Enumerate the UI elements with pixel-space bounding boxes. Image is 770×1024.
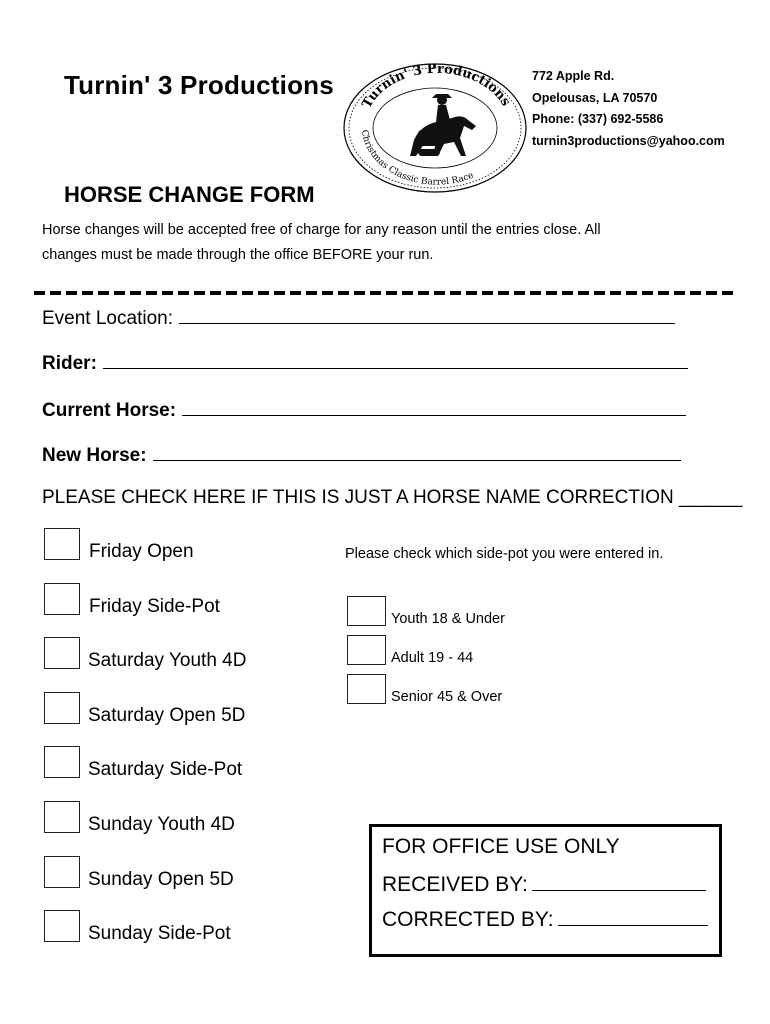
label-friday-open: Friday Open (89, 541, 194, 562)
phone-number: Phone: (337) 692-5586 (532, 112, 664, 126)
checkbox-saturday-side-pot[interactable] (44, 746, 80, 778)
corrected-by-label: CORRECTED BY: (382, 908, 554, 931)
instructions-line-2: changes must be made through the office BEFORE your run. (42, 247, 434, 263)
checkbox-friday-open[interactable] (44, 528, 80, 560)
new-horse-label: New Horse: (42, 445, 147, 466)
street-address: 772 Apple Rd. (532, 69, 615, 83)
received-by-field[interactable] (382, 872, 706, 897)
corrected-by-blank[interactable] (558, 907, 708, 926)
office-use-title: FOR OFFICE USE ONLY (382, 835, 620, 858)
label-adult-19-44: Adult 19 - 44 (391, 650, 474, 666)
company-name: Turnin' 3 Productions (64, 70, 334, 100)
email-address: turnin3productions@yahoo.com (532, 133, 725, 148)
label-sunday-open-5d: Sunday Open 5D (88, 869, 234, 890)
label-youth-18-under: Youth 18 & Under (391, 611, 505, 627)
label-saturday-side-pot: Saturday Side-Pot (88, 759, 243, 780)
rider-blank[interactable] (103, 350, 688, 369)
checkbox-senior-45-over[interactable] (347, 674, 386, 704)
checkbox-sunday-youth-4d[interactable] (44, 801, 80, 833)
contact-info (532, 66, 725, 152)
new-horse-field[interactable] (42, 442, 681, 467)
name-correction-line[interactable]: PLEASE CHECK HERE IF THIS IS JUST A HORSE NAME CORRECTION ______ (42, 487, 743, 508)
checkbox-saturday-open-5d[interactable] (44, 692, 80, 724)
label-friday-side-pot: Friday Side-Pot (89, 596, 220, 617)
new-horse-blank[interactable] (153, 442, 681, 461)
form-instructions (42, 218, 702, 268)
checkbox-sunday-open-5d[interactable] (44, 856, 80, 888)
checkbox-sunday-side-pot[interactable] (44, 910, 80, 942)
svg-text:Turnin' 3 Productions: Turnin' 3 Productions (359, 61, 514, 111)
form-title: HORSE CHANGE FORM (64, 182, 315, 207)
checkbox-youth-18-under[interactable] (347, 596, 386, 626)
received-by-label: RECEIVED BY: (382, 873, 528, 896)
event-location-label: Event Location: (42, 308, 173, 329)
event-location-blank[interactable] (179, 305, 675, 324)
rider-label: Rider: (42, 353, 97, 374)
current-horse-field[interactable] (42, 397, 686, 422)
city-address: Opelousas, LA 70570 (532, 90, 658, 105)
barrel-race-logo (340, 60, 530, 196)
checkbox-friday-side-pot[interactable] (44, 583, 80, 615)
label-senior-45-over: Senior 45 & Over (391, 689, 503, 705)
corrected-by-field[interactable] (382, 907, 708, 932)
side-pot-instructions: Please check which side-pot you were entered in. (345, 546, 664, 562)
dashed-divider (34, 279, 736, 305)
checkbox-saturday-youth-4d[interactable] (44, 637, 80, 669)
rider-field[interactable] (42, 350, 688, 375)
event-location-field[interactable] (42, 305, 675, 330)
label-sunday-youth-4d: Sunday Youth 4D (88, 814, 235, 835)
label-saturday-youth-4d: Saturday Youth 4D (88, 650, 247, 671)
label-saturday-open-5d: Saturday Open 5D (88, 705, 246, 726)
current-horse-blank[interactable] (182, 397, 686, 416)
instructions-line-1: Horse changes will be accepted free of charge for any reason until the entries close. All (42, 222, 601, 238)
checkbox-adult-19-44[interactable] (347, 635, 386, 665)
label-sunday-side-pot: Sunday Side-Pot (88, 923, 231, 944)
svg-text:Christmas Classic Barrel Race: Christmas Classic Barrel Race (358, 129, 476, 188)
current-horse-label: Current Horse: (42, 400, 177, 421)
received-by-blank[interactable] (532, 872, 706, 891)
